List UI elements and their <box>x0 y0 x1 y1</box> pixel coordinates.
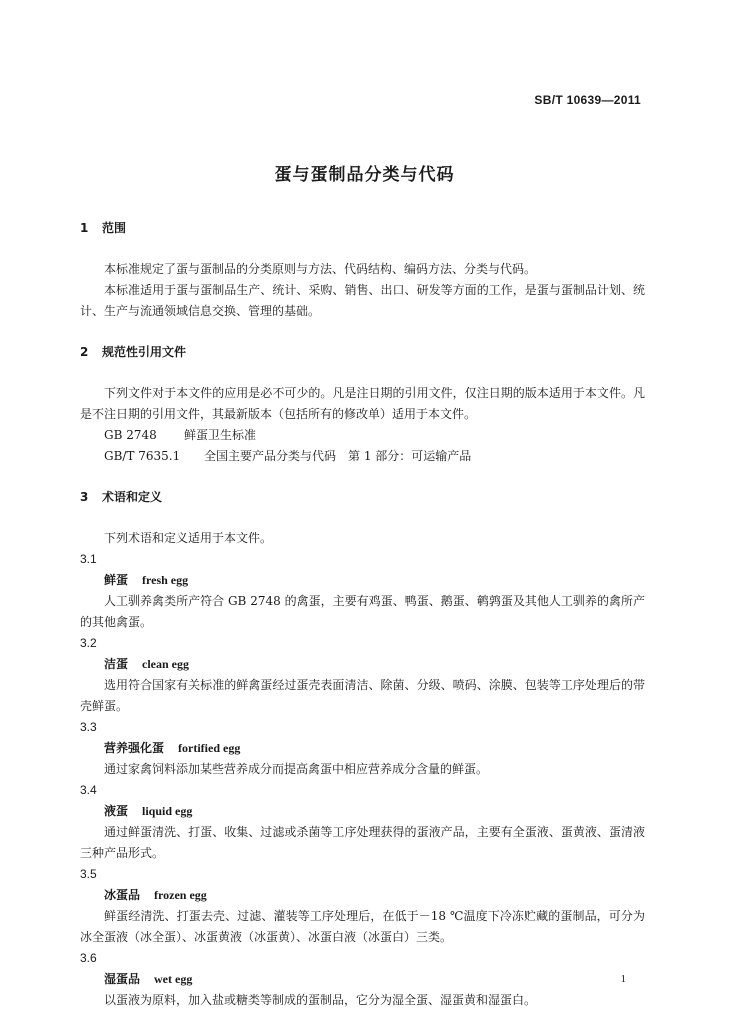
document-body <box>80 218 645 1011</box>
scope-paragraph-1: 本标准规定了蛋与蛋制品的分类原则与方法、代码结构、编码方法、分类与代码。 <box>104 262 537 276</box>
section-heading-normative-references <box>80 342 645 363</box>
reference-code: GB/T 7635.1 <box>104 449 181 463</box>
term-zh: 营养强化蛋 <box>104 741 165 755</box>
term-number: 3.4 <box>80 783 97 797</box>
section-number: 1 <box>80 221 89 235</box>
term-number: 3.3 <box>80 720 97 734</box>
term-en: fortified egg <box>178 741 241 755</box>
term-number: 3.6 <box>80 951 97 965</box>
term-zh: 冰蛋品 <box>104 888 141 902</box>
section-heading-terms <box>80 487 645 508</box>
section-number: 2 <box>80 345 89 359</box>
term-definition: 通过鲜蛋清洗、打蛋、收集、过滤或杀菌等工序处理获得的蛋液产品，主要有全蛋液、蛋黄液、蛋清液三种产品形式。 <box>80 825 645 860</box>
term-heading <box>80 738 645 759</box>
term-number: 3.5 <box>80 867 97 881</box>
section-title: 术语和定义 <box>102 490 163 504</box>
term-heading <box>80 885 645 906</box>
term-heading <box>80 801 645 822</box>
term-number: 3.1 <box>80 552 97 566</box>
reference-code: GB 2748 <box>104 428 157 442</box>
term-en: clean egg <box>142 657 190 671</box>
reference-item <box>80 446 645 467</box>
term-zh: 洁蛋 <box>104 657 129 671</box>
term-zh: 液蛋 <box>104 804 129 818</box>
term-en: fresh egg <box>142 573 189 587</box>
term-heading <box>80 570 645 591</box>
section-heading-scope <box>80 218 645 239</box>
section-number: 3 <box>80 490 89 504</box>
scope-paragraph-2: 本标准适用于蛋与蛋制品生产、统计、采购、销售、出口、研发等方面的工作，是蛋与蛋制品计划、统计、生产与流通领域信息交换、管理的基础。 <box>80 283 645 318</box>
term-definition: 人工驯养禽类所产符合 GB 2748 的禽蛋，主要有鸡蛋、鸭蛋、鹅蛋、鹌鹑蛋及其他人工驯养的禽所产的其他禽蛋。 <box>80 594 645 629</box>
standard-number: SB/T 10639—2011 <box>534 93 641 107</box>
term-definition: 鲜蛋经清洗、打蛋去壳、过滤、灌装等工序处理后，在低于－18 ℃温度下冷冻贮藏的蛋制品，可分为冰全蛋液（冰全蛋）、冰蛋黄液（冰蛋黄）、冰蛋白液（冰蛋白）三类。 <box>80 909 645 944</box>
term-en: wet egg <box>154 972 193 986</box>
page-number: 1 <box>620 973 626 985</box>
term-definition: 通过家禽饲料添加某些营养成分而提高禽蛋中相应营养成分含量的鲜蛋。 <box>104 762 489 776</box>
reference-title: 全国主要产品分类与代码 第 1 部分：可运输产品 <box>204 449 472 463</box>
terms-intro-paragraph: 下列术语和定义适用于本文件。 <box>104 531 273 545</box>
term-heading <box>80 654 645 675</box>
reference-title: 鲜蛋卫生标准 <box>184 428 257 442</box>
term-heading <box>80 969 645 990</box>
term-number: 3.2 <box>80 636 97 650</box>
document-title: 蛋与蛋制品分类与代码 <box>274 165 455 185</box>
reference-item <box>80 425 645 446</box>
references-paragraph: 下列文件对于本文件的应用是必不可少的。凡是注日期的引用文件，仅注日期的版本适用于本文件。凡是不注日期的引用文件，其最新版本（包括所有的修改单）适用于本文件。 <box>80 386 645 421</box>
section-title: 范围 <box>102 221 127 235</box>
term-en: frozen egg <box>154 888 207 902</box>
section-title: 规范性引用文件 <box>102 345 187 359</box>
term-zh: 鲜蛋 <box>104 573 129 587</box>
term-definition: 选用符合国家有关标准的鲜禽蛋经过蛋壳表面清洁、除菌、分级、喷码、涂膜、包装等工序处理后的带壳鲜蛋。 <box>80 678 645 713</box>
term-definition: 以蛋液为原料，加入盐或糖类等制成的蛋制品，它分为湿全蛋、湿蛋黄和湿蛋白。 <box>104 993 537 1007</box>
term-en: liquid egg <box>142 804 193 818</box>
term-zh: 湿蛋品 <box>104 972 141 986</box>
